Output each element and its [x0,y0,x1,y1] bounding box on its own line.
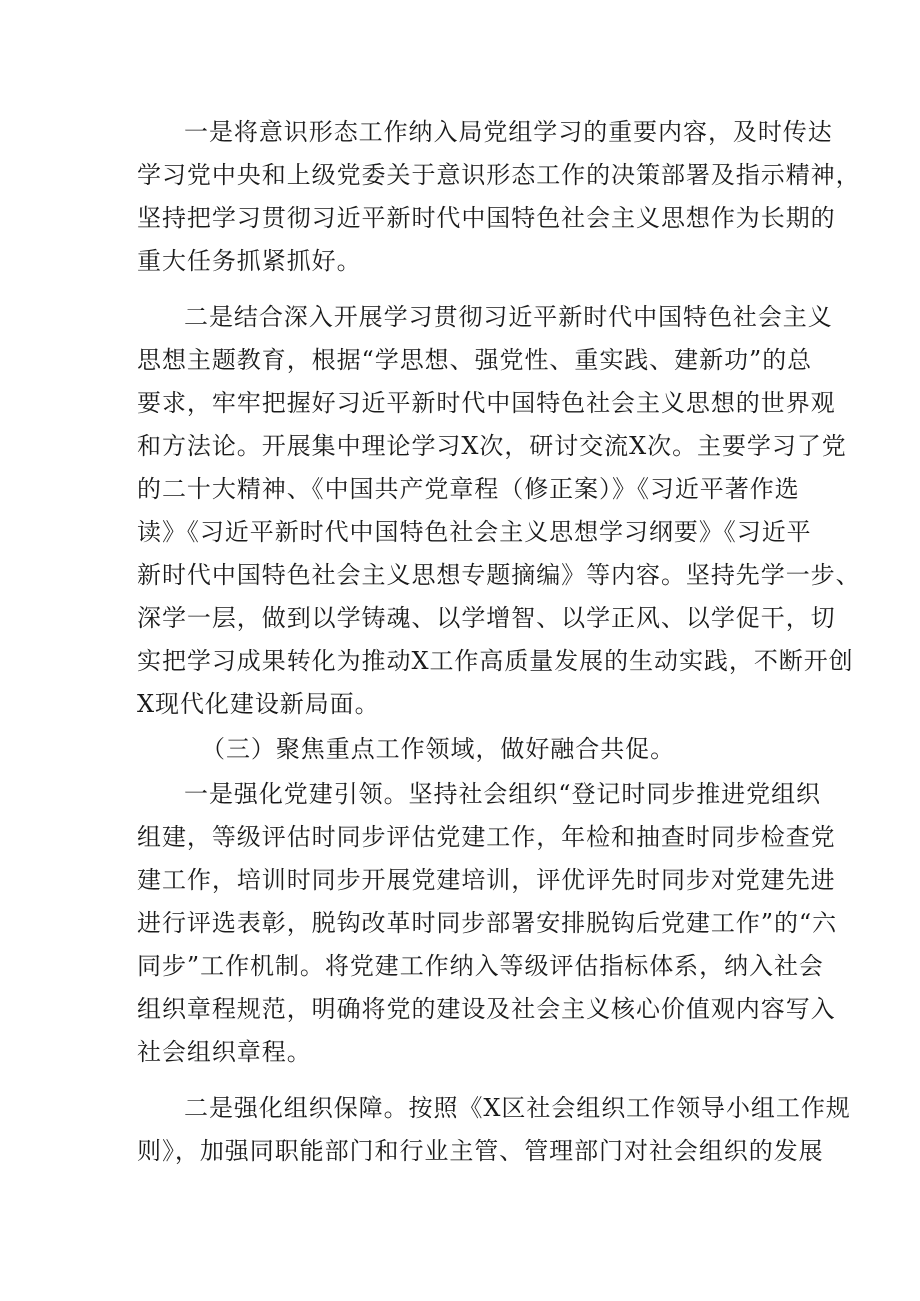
paragraph-line: 读》《习近平新时代中国特色社会主义思想学习纲要》《习近平 [137,518,812,546]
paragraph-line: 社会组织章程。 [137,1038,312,1066]
paragraph-line: 学习党中央和上级党委关于意识形态工作的决策部署及指示精神， [137,161,861,189]
paragraph-line: 重大任务抓紧抓好。 [137,247,362,275]
paragraph-line: 深学一层，做到以学铸魂、以学增智、以学正风、以学促干，切 [137,604,836,632]
paragraph-line: 二是结合深入开展学习贯彻习近平新时代中国特色社会主义 [184,303,833,331]
paragraph-line: 组建，等级评估时同步评估党建工作，年检和抽查时同步检查党 [137,823,836,851]
paragraph-line: 思想主题教育，根据“学思想、强党性、重实践、建新功”的总 [137,346,813,374]
paragraph-line: X现代化建设新局面。 [137,690,380,718]
paragraph-line: 建工作，培训时同步开展党建培训，评优评先时同步对党建先进 [137,866,836,894]
paragraph-line: 和方法论。开展集中理论学习X次，研讨交流X次。主要学习了党 [137,432,847,460]
paragraph-line: 同步”工作机制。将党建工作纳入等级评估指标体系，纳入社会 [137,952,824,980]
paragraph-line: 坚持把学习贯彻习近平新时代中国特色社会主义思想作为长期的 [137,204,836,232]
paragraph-line: 二是强化组织保障。按照《X区社会组织工作领导小组工作规 [184,1094,851,1122]
paragraph-line: 一是将意识形态工作纳入局党组学习的重要内容，及时传达 [184,118,833,146]
paragraph-line: 新时代中国特色社会主义思想专题摘编》等内容。坚持先学一步、 [137,561,861,589]
heading-line: （三）聚焦重点工作领域，做好融合共促。 [201,735,676,763]
paragraph-line: 实把学习成果转化为推动X工作高质量发展的生动实践，不断开创 [137,647,854,675]
paragraph-line: 要求，牢牢把握好习近平新时代中国特色社会主义思想的世界观 [137,389,836,417]
paragraph-line: 一是强化党建引领。坚持社会组织“登记时同步推进党组织 [184,780,821,808]
paragraph-line: 进行评选表彰，脱钩改革时同步部署安排脱钩后党建工作”的“六 [137,909,838,937]
paragraph-line: 的二十大精神、《中国共产党章程（修正案）》《习近平著作选 [137,475,800,503]
paragraph-line: 则》，加强同职能部门和行业主管、管理部门对社会组织的发展 [137,1137,824,1165]
paragraph-line: 组织章程规范，明确将党的建设及社会主义核心价值观内容写入 [137,995,836,1023]
